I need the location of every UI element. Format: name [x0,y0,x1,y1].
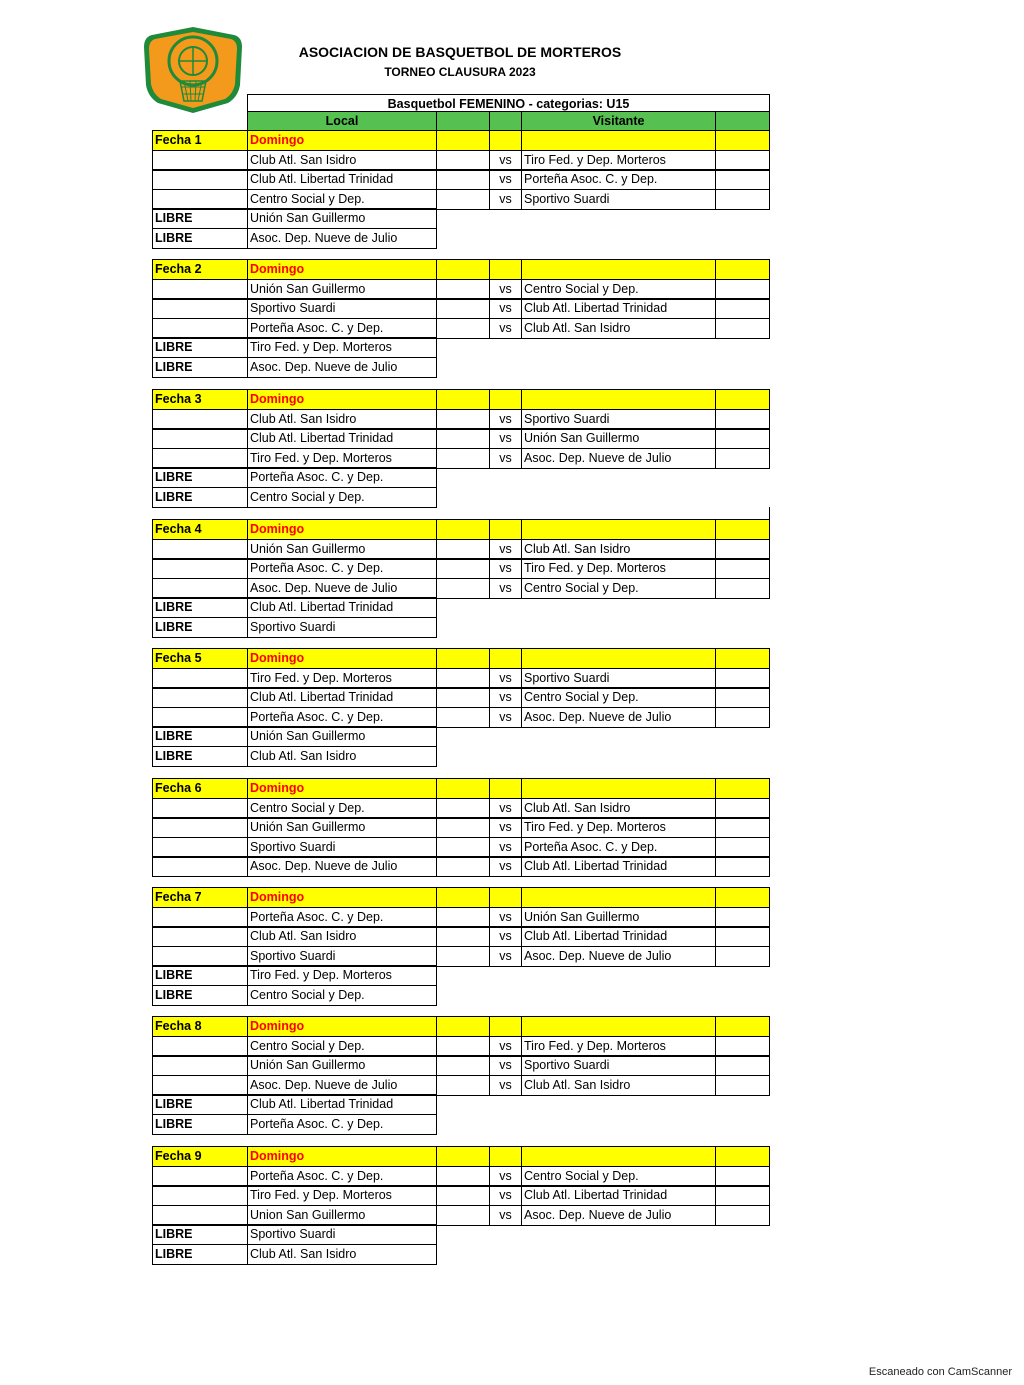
blank-cell [489,1146,522,1167]
score-cell [715,798,770,819]
local-team: Porteña Asoc. C. y Dep. [247,1166,437,1187]
blank-cell [715,1016,770,1037]
blank-cell [436,1146,490,1167]
blank-cell [521,1146,716,1167]
document-title: ASOCIACION DE BASQUETBOL DE MORTEROS [298,44,622,60]
blank-cell [521,648,716,669]
score-cell [715,189,770,210]
fecha-label: Fecha 1 [152,130,248,151]
local-team: Unión San Guillermo [247,817,437,838]
vs-label: vs [489,1205,522,1226]
visitor-team: Tiro Fed. y Dep. Morteros [521,817,716,838]
local-team: Porteña Asoc. C. y Dep. [247,907,437,928]
blank-cell [152,946,248,967]
vs-label: vs [489,856,522,877]
visitor-team: Club Atl. Libertad Trinidad [521,1185,716,1206]
visitor-team: Club Atl. Libertad Trinidad [521,926,716,947]
blank-cell [152,856,248,877]
libre-team: Porteña Asoc. C. y Dep. [247,467,437,488]
libre-label: LIBRE [152,337,248,358]
visitor-team: Asoc. Dep. Nueve de Julio [521,1205,716,1226]
local-team: Club Atl. Libertad Trinidad [247,428,437,449]
header-blank-cell [436,111,490,132]
score-cell [436,428,490,449]
blank-cell [152,798,248,819]
libre-label: LIBRE [152,467,248,488]
blank-cell [152,539,248,560]
blank-cell [152,1055,248,1076]
vs-label: vs [489,837,522,858]
score-cell [436,578,490,599]
day-label: Domingo [247,519,437,540]
libre-label: LIBRE [152,746,248,767]
tournament-subtitle: TORNEO CLAUSURA 2023 [384,65,536,79]
libre-label: LIBRE [152,985,248,1006]
vs-label: vs [489,687,522,708]
stray-grid-line [769,507,770,519]
score-cell [436,298,490,319]
score-cell [715,150,770,171]
score-cell [715,1166,770,1187]
fecha-label: Fecha 7 [152,887,248,908]
blank-cell [715,389,770,410]
blank-cell [715,648,770,669]
blank-cell [715,130,770,151]
score-cell [715,687,770,708]
vs-label: vs [489,169,522,190]
vs-label: vs [489,279,522,300]
blank-cell [152,409,248,430]
score-cell [436,279,490,300]
score-cell [715,1205,770,1226]
blank-cell [436,778,490,799]
libre-label: LIBRE [152,1094,248,1115]
libre-label: LIBRE [152,487,248,508]
blank-cell [152,1075,248,1096]
blank-cell [715,1146,770,1167]
visitor-team: Centro Social y Dep. [521,578,716,599]
score-cell [715,279,770,300]
vs-label: vs [489,1166,522,1187]
fecha-label: Fecha 2 [152,259,248,280]
blank-cell [521,1016,716,1037]
libre-team: Porteña Asoc. C. y Dep. [247,1114,437,1135]
score-cell [436,539,490,560]
blank-cell [715,519,770,540]
blank-cell [152,318,248,339]
fecha-label: Fecha 4 [152,519,248,540]
libre-label: LIBRE [152,1244,248,1265]
visitor-team: Asoc. Dep. Nueve de Julio [521,448,716,469]
blank-cell [436,259,490,280]
blank-cell [715,778,770,799]
score-cell [715,1036,770,1057]
visitor-team: Club Atl. San Isidro [521,318,716,339]
visitor-team: Club Atl. San Isidro [521,798,716,819]
visitor-team: Club Atl. San Isidro [521,1075,716,1096]
blank-cell [152,279,248,300]
blank-cell [489,130,522,151]
fecha-label: Fecha 6 [152,778,248,799]
blank-cell [152,189,248,210]
score-cell [436,558,490,579]
score-cell [436,707,490,728]
local-team: Club Atl. Libertad Trinidad [247,687,437,708]
score-cell [715,907,770,928]
score-cell [715,539,770,560]
blank-cell [436,1016,490,1037]
score-cell [436,1055,490,1076]
blank-cell [152,817,248,838]
score-cell [436,856,490,877]
vs-label: vs [489,817,522,838]
libre-team: Club Atl. Libertad Trinidad [247,597,437,618]
blank-cell [152,578,248,599]
libre-team: Tiro Fed. y Dep. Morteros [247,337,437,358]
day-label: Domingo [247,887,437,908]
vs-label: vs [489,668,522,689]
blank-cell [521,778,716,799]
local-team: Tiro Fed. y Dep. Morteros [247,448,437,469]
blank-cell [489,519,522,540]
libre-label: LIBRE [152,965,248,986]
local-team: Asoc. Dep. Nueve de Julio [247,1075,437,1096]
libre-team: Centro Social y Dep. [247,487,437,508]
vs-label: vs [489,1075,522,1096]
libre-team: Sportivo Suardi [247,1224,437,1245]
blank-cell [521,130,716,151]
score-cell [436,1205,490,1226]
score-cell [715,1075,770,1096]
score-cell [436,668,490,689]
blank-cell [489,887,522,908]
vs-label: vs [489,428,522,449]
visitor-team: Unión San Guillermo [521,907,716,928]
local-team: Unión San Guillermo [247,539,437,560]
blank-cell [436,519,490,540]
local-team: Sportivo Suardi [247,298,437,319]
blank-cell [152,169,248,190]
visitor-team: Porteña Asoc. C. y Dep. [521,169,716,190]
vs-label: vs [489,926,522,947]
score-cell [436,1036,490,1057]
local-team: Porteña Asoc. C. y Dep. [247,707,437,728]
score-cell [436,926,490,947]
score-cell [436,837,490,858]
score-cell [715,837,770,858]
blank-cell [521,887,716,908]
blank-cell [489,648,522,669]
blank-cell [152,1036,248,1057]
score-cell [715,448,770,469]
score-cell [436,189,490,210]
visitor-team: Asoc. Dep. Nueve de Julio [521,707,716,728]
visitor-team: Sportivo Suardi [521,409,716,430]
score-cell [436,687,490,708]
visitor-team: Sportivo Suardi [521,1055,716,1076]
visitor-team: Porteña Asoc. C. y Dep. [521,837,716,858]
libre-label: LIBRE [152,597,248,618]
local-team: Centro Social y Dep. [247,189,437,210]
vs-label: vs [489,907,522,928]
score-cell [715,926,770,947]
day-label: Domingo [247,130,437,151]
visitor-team: Sportivo Suardi [521,668,716,689]
blank-cell [152,1166,248,1187]
visitor-team: Unión San Guillermo [521,428,716,449]
vs-label: vs [489,946,522,967]
fecha-label: Fecha 3 [152,389,248,410]
local-team: Sportivo Suardi [247,837,437,858]
blank-cell [436,648,490,669]
visitor-team: Asoc. Dep. Nueve de Julio [521,946,716,967]
visitor-team: Tiro Fed. y Dep. Morteros [521,1036,716,1057]
score-cell [715,707,770,728]
fecha-label: Fecha 8 [152,1016,248,1037]
vs-label: vs [489,150,522,171]
vs-label: vs [489,798,522,819]
day-label: Domingo [247,259,437,280]
day-label: Domingo [247,778,437,799]
blank-cell [152,837,248,858]
score-cell [715,318,770,339]
blank-cell [152,428,248,449]
visitor-team: Sportivo Suardi [521,189,716,210]
score-cell [436,907,490,928]
score-cell [715,169,770,190]
blank-cell [152,448,248,469]
blank-cell [152,687,248,708]
score-cell [715,946,770,967]
vs-label: vs [489,1185,522,1206]
blank-cell [152,926,248,947]
libre-team: Club Atl. San Isidro [247,1244,437,1265]
visitor-team: Club Atl. Libertad Trinidad [521,856,716,877]
blank-cell [489,389,522,410]
libre-team: Sportivo Suardi [247,617,437,638]
score-cell [436,169,490,190]
vs-label: vs [489,189,522,210]
vs-label: vs [489,318,522,339]
day-label: Domingo [247,1146,437,1167]
visitor-team: Tiro Fed. y Dep. Morteros [521,558,716,579]
score-cell [436,1166,490,1187]
score-cell [436,1185,490,1206]
score-cell [715,298,770,319]
local-team: Union San Guillermo [247,1205,437,1226]
visitor-team: Tiro Fed. y Dep. Morteros [521,150,716,171]
header-blank-cell [715,111,770,132]
blank-cell [152,707,248,728]
libre-team: Tiro Fed. y Dep. Morteros [247,965,437,986]
score-cell [715,428,770,449]
vs-label: vs [489,1055,522,1076]
blank-cell [489,1016,522,1037]
libre-label: LIBRE [152,1114,248,1135]
blank-cell [152,150,248,171]
libre-label: LIBRE [152,228,248,249]
visitante-column-header: Visitante [521,111,716,132]
vs-label: vs [489,539,522,560]
blank-cell [489,259,522,280]
visitor-team: Club Atl. San Isidro [521,539,716,560]
local-team: Tiro Fed. y Dep. Morteros [247,668,437,689]
visitor-team: Club Atl. Libertad Trinidad [521,298,716,319]
blank-cell [152,1205,248,1226]
score-cell [436,409,490,430]
local-team: Asoc. Dep. Nueve de Julio [247,578,437,599]
blank-cell [521,259,716,280]
local-team: Centro Social y Dep. [247,798,437,819]
blank-cell [436,887,490,908]
blank-cell [521,389,716,410]
blank-cell [152,1185,248,1206]
score-cell [436,946,490,967]
score-cell [715,668,770,689]
libre-team: Club Atl. San Isidro [247,746,437,767]
local-team: Asoc. Dep. Nueve de Julio [247,856,437,877]
libre-label: LIBRE [152,617,248,638]
vs-label: vs [489,298,522,319]
vs-label: vs [489,1036,522,1057]
header-blank-cell [489,111,522,132]
visitor-team: Centro Social y Dep. [521,1166,716,1187]
libre-team: Unión San Guillermo [247,208,437,229]
vs-label: vs [489,707,522,728]
score-cell [436,798,490,819]
day-label: Domingo [247,389,437,410]
category-header: Basquetbol FEMENINO - categorias: U15 [247,94,770,115]
blank-cell [521,519,716,540]
score-cell [436,318,490,339]
blank-cell [489,778,522,799]
libre-label: LIBRE [152,357,248,378]
day-label: Domingo [247,648,437,669]
blank-cell [715,259,770,280]
score-cell [436,1075,490,1096]
local-team: Porteña Asoc. C. y Dep. [247,318,437,339]
fecha-label: Fecha 9 [152,1146,248,1167]
score-cell [436,817,490,838]
local-team: Sportivo Suardi [247,946,437,967]
local-team: Centro Social y Dep. [247,1036,437,1057]
score-cell [715,856,770,877]
score-cell [715,1185,770,1206]
day-label: Domingo [247,1016,437,1037]
blank-cell [152,558,248,579]
visitor-team: Centro Social y Dep. [521,279,716,300]
blank-cell [152,907,248,928]
score-cell [715,558,770,579]
local-team: Club Atl. San Isidro [247,926,437,947]
blank-cell [436,130,490,151]
libre-team: Asoc. Dep. Nueve de Julio [247,228,437,249]
score-cell [436,448,490,469]
libre-label: LIBRE [152,208,248,229]
fecha-label: Fecha 5 [152,648,248,669]
vs-label: vs [489,448,522,469]
blank-cell [436,389,490,410]
blank-cell [152,298,248,319]
local-team: Tiro Fed. y Dep. Morteros [247,1185,437,1206]
local-team: Club Atl. San Isidro [247,150,437,171]
local-team: Unión San Guillermo [247,1055,437,1076]
vs-label: vs [489,558,522,579]
local-column-header: Local [247,111,437,132]
visitor-team: Centro Social y Dep. [521,687,716,708]
score-cell [715,1055,770,1076]
local-team: Unión San Guillermo [247,279,437,300]
scanner-footer: Escaneado con CamScanner [868,1366,1012,1378]
score-cell [715,817,770,838]
libre-team: Asoc. Dep. Nueve de Julio [247,357,437,378]
score-cell [715,578,770,599]
score-cell [436,150,490,171]
local-team: Porteña Asoc. C. y Dep. [247,558,437,579]
libre-label: LIBRE [152,1224,248,1245]
blank-cell [152,668,248,689]
score-cell [715,409,770,430]
vs-label: vs [489,578,522,599]
local-team: Club Atl. San Isidro [247,409,437,430]
vs-label: vs [489,409,522,430]
libre-team: Centro Social y Dep. [247,985,437,1006]
local-team: Club Atl. Libertad Trinidad [247,169,437,190]
libre-label: LIBRE [152,726,248,747]
libre-team: Unión San Guillermo [247,726,437,747]
libre-team: Club Atl. Libertad Trinidad [247,1094,437,1115]
blank-cell [715,887,770,908]
